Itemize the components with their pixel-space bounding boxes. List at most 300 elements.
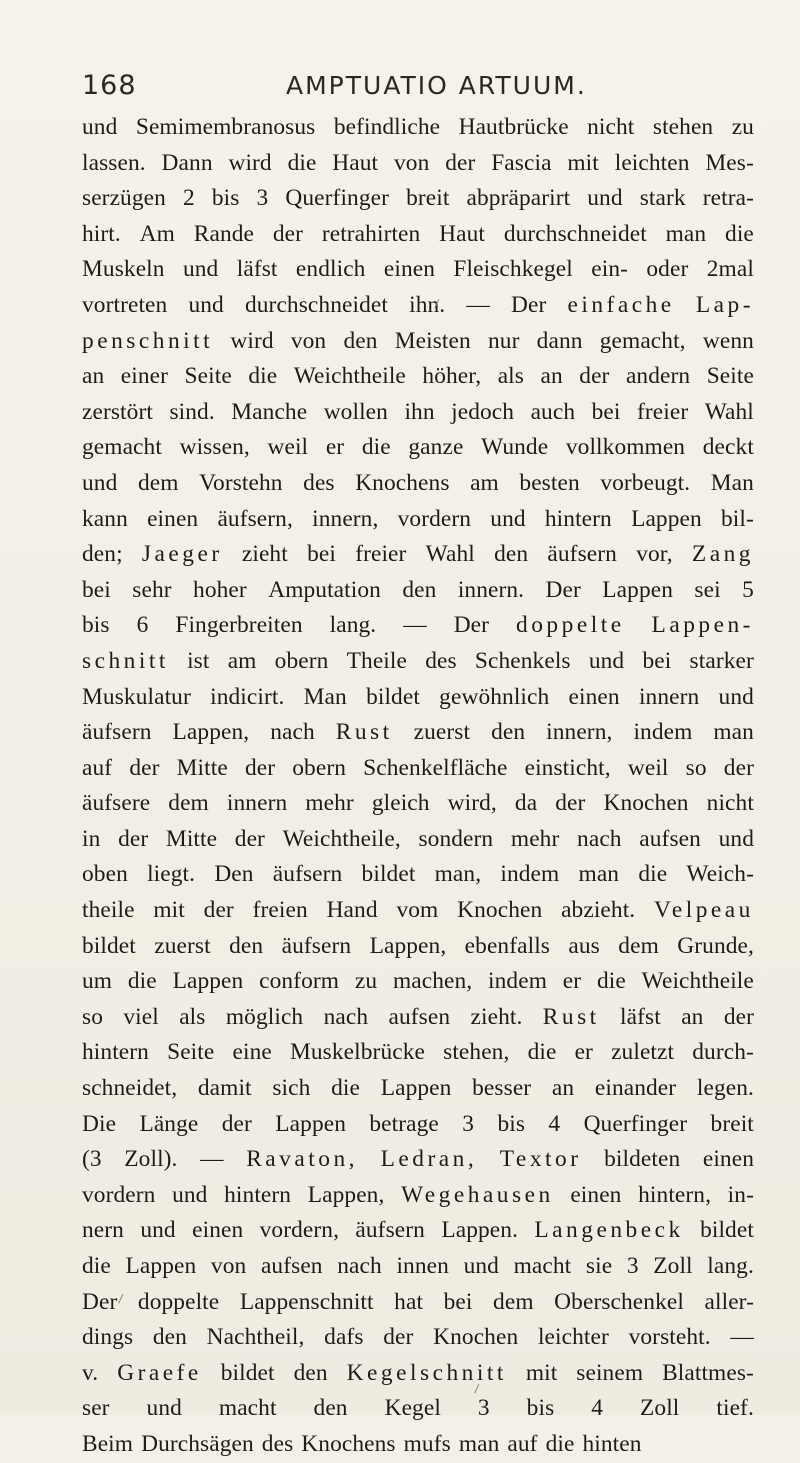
spaced-name: Lap- bbox=[695, 291, 754, 318]
word: macht bbox=[513, 1253, 572, 1279]
word: nach bbox=[270, 719, 315, 746]
word: der bbox=[579, 363, 610, 390]
word: in bbox=[82, 825, 101, 852]
word: machen, bbox=[392, 968, 473, 995]
text-line bbox=[82, 1213, 754, 1249]
spaced-name: Lappen- bbox=[651, 612, 754, 639]
word: vollkommen bbox=[565, 434, 686, 461]
word: mit bbox=[525, 1359, 558, 1386]
body-text bbox=[82, 110, 754, 1463]
word: bis bbox=[526, 1395, 555, 1422]
word: zu bbox=[354, 968, 378, 995]
word: jedoch bbox=[451, 398, 515, 425]
word: einander bbox=[594, 1075, 677, 1102]
word: Querfinger bbox=[583, 1110, 688, 1137]
text-line bbox=[82, 502, 754, 538]
word: 4 bbox=[548, 1110, 561, 1137]
word: einer bbox=[120, 363, 169, 390]
word: der bbox=[129, 754, 160, 781]
word: gewöhnlich bbox=[439, 683, 550, 710]
spaced-name: Rust bbox=[335, 719, 393, 746]
word: bildeten bbox=[604, 1146, 681, 1173]
word: seinem bbox=[576, 1359, 644, 1386]
spaced-name: Ledran, bbox=[380, 1146, 478, 1173]
text-line bbox=[82, 608, 754, 644]
word: Lappen. bbox=[441, 1217, 519, 1244]
text-line bbox=[82, 1142, 754, 1178]
word: innern, bbox=[546, 719, 613, 746]
word: breit bbox=[710, 1110, 754, 1137]
text-line bbox=[82, 893, 754, 929]
word: äufsern bbox=[272, 861, 343, 888]
spaced-name: Velpeau bbox=[654, 897, 754, 924]
word: die bbox=[638, 861, 668, 888]
word: Lappen, bbox=[172, 719, 250, 746]
word: — bbox=[403, 612, 427, 639]
word: lang. bbox=[329, 612, 377, 639]
word: — bbox=[730, 1324, 754, 1351]
word: die bbox=[361, 434, 391, 461]
word: Länge bbox=[139, 1110, 199, 1137]
word: freier bbox=[636, 398, 689, 425]
word: mit bbox=[153, 897, 185, 924]
word: obern bbox=[274, 647, 329, 674]
word: Knochen bbox=[603, 790, 689, 817]
word: dem bbox=[493, 1288, 534, 1315]
word: Fingerbreiten bbox=[175, 612, 303, 639]
word: befindliche bbox=[333, 114, 441, 140]
word: mufs bbox=[403, 1430, 451, 1457]
word: legen. bbox=[696, 1075, 754, 1102]
word: an bbox=[82, 363, 105, 390]
word: dem bbox=[168, 790, 209, 817]
word: besser bbox=[472, 1075, 532, 1102]
word: weil bbox=[627, 754, 669, 781]
word: indem bbox=[488, 968, 547, 995]
word: ganze bbox=[408, 434, 464, 461]
word: der bbox=[244, 754, 276, 781]
word: die bbox=[725, 220, 754, 247]
word: Lappen bbox=[275, 1110, 347, 1137]
word: Man bbox=[710, 469, 754, 496]
word: nach bbox=[323, 1003, 369, 1030]
word: einen bbox=[147, 505, 199, 532]
word: und bbox=[82, 114, 118, 140]
word: einen bbox=[570, 1181, 622, 1208]
word: Mes- bbox=[705, 149, 754, 176]
word: Hand bbox=[326, 897, 378, 924]
word: Wahl bbox=[704, 398, 754, 425]
word: dem bbox=[618, 932, 659, 959]
word: leichter bbox=[537, 1324, 609, 1351]
word: man bbox=[665, 220, 707, 247]
word: zerstört bbox=[82, 398, 153, 425]
word: Weich- bbox=[686, 861, 754, 888]
word: den bbox=[152, 1324, 187, 1351]
word: wenn bbox=[702, 327, 754, 354]
word: die bbox=[82, 1253, 111, 1279]
word: leichten bbox=[614, 149, 690, 176]
word: vorbeugt. bbox=[600, 469, 691, 496]
word: Vorstehn bbox=[199, 469, 283, 496]
word: serzügen bbox=[82, 185, 166, 212]
word: Wunde bbox=[481, 434, 549, 461]
word: wollen bbox=[323, 398, 388, 425]
word: Weichtheile bbox=[641, 968, 754, 995]
word: den bbox=[313, 1395, 348, 1422]
word: Muskulatur bbox=[82, 683, 191, 710]
word: Zoll bbox=[640, 1395, 680, 1422]
word: conform bbox=[259, 968, 340, 995]
word: indicirt. bbox=[210, 683, 285, 710]
word: und bbox=[140, 1217, 176, 1244]
word: so bbox=[685, 754, 707, 781]
word: abpräparirt bbox=[466, 185, 571, 212]
word: aufsen bbox=[639, 825, 701, 852]
word: läfst bbox=[236, 256, 278, 283]
word: stehen, bbox=[443, 1039, 510, 1066]
word: zuletzt bbox=[611, 1039, 675, 1066]
spaced-name: Wegehausen bbox=[401, 1181, 554, 1208]
word: Der bbox=[82, 1288, 118, 1315]
word: vordern bbox=[397, 505, 472, 532]
text-line bbox=[82, 1391, 754, 1427]
word: den bbox=[293, 1359, 328, 1386]
word: des bbox=[303, 469, 335, 496]
word: zieht bbox=[241, 541, 288, 568]
word: ein- bbox=[591, 256, 628, 283]
text-line bbox=[82, 537, 754, 573]
word: freier bbox=[355, 541, 407, 568]
text-line bbox=[82, 964, 754, 1000]
word: sie bbox=[585, 1253, 613, 1279]
word: aufsen bbox=[260, 1253, 323, 1279]
text-line bbox=[82, 822, 754, 858]
word: 3 bbox=[462, 1110, 475, 1137]
spaced-name: penschnitt bbox=[82, 327, 214, 354]
word: gleich bbox=[371, 790, 430, 817]
word: da bbox=[514, 790, 538, 817]
word: nach bbox=[337, 1253, 382, 1279]
word: 6 bbox=[136, 612, 149, 639]
page-header bbox=[82, 70, 722, 110]
text-line bbox=[82, 1178, 754, 1214]
word: ihn bbox=[404, 398, 435, 425]
word: — bbox=[200, 1146, 224, 1173]
word: den bbox=[229, 932, 264, 959]
word: oben bbox=[82, 861, 128, 888]
word: er bbox=[574, 1039, 593, 1066]
word: lang. bbox=[707, 1253, 754, 1279]
word: und bbox=[588, 647, 625, 674]
word: Oberschenkel bbox=[554, 1288, 684, 1315]
word: an bbox=[540, 363, 563, 390]
word: der bbox=[723, 1003, 754, 1030]
word: Knochens bbox=[355, 469, 450, 496]
word: Rande bbox=[193, 220, 255, 247]
word: weil bbox=[267, 434, 309, 461]
word: wissen, bbox=[179, 434, 250, 461]
word: die bbox=[127, 968, 157, 995]
word: stark bbox=[639, 185, 686, 212]
word: und bbox=[82, 469, 118, 496]
word: hintern bbox=[82, 1039, 149, 1066]
text-line bbox=[82, 395, 754, 431]
text-line bbox=[82, 680, 754, 716]
word: auf bbox=[507, 1430, 538, 1457]
word: ihn. bbox=[409, 291, 446, 318]
word: starker bbox=[689, 647, 754, 674]
word: kann bbox=[82, 505, 128, 532]
word: vorsteht. bbox=[628, 1324, 711, 1351]
word: liegt. bbox=[147, 861, 196, 888]
word: ebenfalls bbox=[464, 932, 550, 959]
word: sind. bbox=[169, 398, 215, 425]
text-line bbox=[82, 252, 754, 288]
word: bildet bbox=[220, 1359, 275, 1386]
word: bei bbox=[307, 541, 336, 568]
word: wird bbox=[228, 149, 272, 176]
word: Kegel bbox=[384, 1395, 441, 1422]
word: dafs bbox=[324, 1324, 364, 1351]
word: betrage bbox=[369, 1110, 439, 1137]
word: höher, bbox=[422, 363, 482, 390]
word: der bbox=[272, 220, 304, 247]
word: hinten bbox=[582, 1430, 642, 1457]
word: die bbox=[331, 1075, 361, 1102]
word: dings bbox=[82, 1324, 134, 1351]
word: der bbox=[118, 825, 149, 852]
word: der bbox=[555, 790, 586, 817]
word: innen bbox=[396, 1253, 449, 1279]
word: breit bbox=[406, 185, 450, 212]
word: ser bbox=[82, 1395, 110, 1422]
word: lassen. bbox=[82, 149, 146, 176]
word: Mitte bbox=[176, 754, 228, 781]
word: wird bbox=[230, 327, 274, 354]
word: um bbox=[82, 968, 113, 995]
word: er bbox=[562, 968, 582, 995]
word: des bbox=[425, 647, 457, 674]
word: nern bbox=[82, 1217, 124, 1244]
word: durch- bbox=[692, 1039, 754, 1066]
text-line bbox=[82, 359, 754, 395]
word: den bbox=[343, 327, 378, 354]
word: retrahirten bbox=[321, 220, 421, 247]
word: und bbox=[463, 1253, 499, 1279]
word: Grunde, bbox=[677, 932, 754, 959]
word: innern, bbox=[312, 505, 379, 532]
word: indem bbox=[500, 861, 560, 888]
page-number: 168 bbox=[82, 70, 137, 101]
word: Weichtheile, bbox=[282, 825, 401, 852]
word: der bbox=[723, 754, 754, 781]
word: 5 bbox=[742, 576, 754, 603]
word: vordern, bbox=[259, 1217, 340, 1244]
word: als bbox=[179, 1003, 206, 1030]
word: Der bbox=[453, 612, 490, 639]
spaced-name: Kegelschnitt bbox=[346, 1359, 507, 1386]
word: Muskelbrücke bbox=[289, 1039, 425, 1066]
word: von bbox=[290, 327, 327, 354]
word: die bbox=[596, 968, 626, 995]
word: obern bbox=[292, 754, 347, 781]
word: vordern bbox=[82, 1181, 156, 1208]
word: man bbox=[458, 1430, 500, 1457]
spaced-name: Jaeger bbox=[141, 541, 223, 568]
word: zu bbox=[731, 114, 754, 140]
word: Weichtheile bbox=[293, 363, 406, 390]
word: auch bbox=[530, 398, 576, 425]
text-line bbox=[82, 715, 754, 751]
word: sondern bbox=[418, 825, 494, 852]
word: von bbox=[393, 149, 430, 176]
word: bei bbox=[443, 1288, 473, 1315]
word: möglich bbox=[225, 1003, 304, 1030]
text-line bbox=[82, 217, 754, 253]
text-line bbox=[82, 430, 754, 466]
word: 3 bbox=[477, 1395, 490, 1422]
word: man bbox=[578, 861, 620, 888]
word: der bbox=[445, 149, 476, 176]
word: Seite bbox=[184, 363, 232, 390]
word: als bbox=[497, 363, 524, 390]
spaced-name: Ravaton, bbox=[246, 1146, 358, 1173]
text-line bbox=[82, 146, 754, 182]
word: damit bbox=[197, 1075, 252, 1102]
word: und bbox=[182, 256, 219, 283]
text-line bbox=[82, 929, 754, 965]
word: hintern, bbox=[638, 1181, 712, 1208]
word: die bbox=[287, 149, 317, 176]
word: dann bbox=[536, 327, 583, 354]
word: vor, bbox=[636, 541, 673, 568]
word: Muskeln bbox=[82, 256, 165, 283]
word: Manche bbox=[231, 398, 308, 425]
word: und bbox=[188, 291, 224, 318]
word: von bbox=[210, 1253, 247, 1279]
word: 2 bbox=[183, 185, 195, 212]
word: hirt. bbox=[82, 220, 121, 247]
word: bildet bbox=[366, 683, 420, 710]
text-line bbox=[82, 288, 754, 324]
word: Theile bbox=[346, 647, 407, 674]
word: stehen bbox=[652, 114, 714, 140]
word: bis bbox=[497, 1110, 526, 1137]
word: auf bbox=[82, 754, 113, 781]
word: deckt bbox=[702, 434, 754, 461]
word: der bbox=[203, 897, 234, 924]
word: Zoll). bbox=[124, 1146, 178, 1173]
word: Mitte bbox=[165, 825, 218, 852]
word: und bbox=[587, 185, 623, 212]
word: äufsere bbox=[82, 790, 151, 817]
word: und bbox=[490, 505, 526, 532]
spaced-name: Zang bbox=[691, 541, 754, 568]
word: Fleischkegel bbox=[453, 256, 573, 283]
word: theile bbox=[82, 897, 135, 924]
word: einsticht, bbox=[524, 754, 611, 781]
word: Lappen bbox=[602, 576, 674, 603]
word: den bbox=[494, 541, 529, 568]
word: äufsern bbox=[355, 1217, 425, 1244]
word: hintern bbox=[224, 1181, 292, 1208]
word: (3 bbox=[82, 1146, 102, 1173]
word: Fascia bbox=[491, 149, 552, 176]
word: hat bbox=[394, 1288, 424, 1315]
word: Lappen, bbox=[369, 932, 447, 959]
word: Man bbox=[303, 683, 347, 710]
word: sei bbox=[694, 576, 721, 603]
word: der bbox=[221, 1110, 252, 1137]
word: Die bbox=[82, 1110, 117, 1137]
word: v. bbox=[82, 1359, 99, 1386]
word: einen bbox=[568, 683, 620, 710]
text-line bbox=[82, 1107, 754, 1143]
text-line bbox=[82, 1071, 754, 1107]
word: Haut bbox=[332, 149, 379, 176]
word: durchschneidet bbox=[244, 291, 388, 318]
text-line bbox=[82, 1427, 754, 1463]
word: gemacht, bbox=[599, 327, 686, 354]
word: wird, bbox=[447, 790, 497, 817]
word: und bbox=[718, 825, 754, 852]
word: innern bbox=[638, 683, 700, 710]
word: schneidet, bbox=[82, 1075, 178, 1102]
word: Durchsägen bbox=[141, 1430, 254, 1457]
word: Querfinger bbox=[285, 185, 389, 212]
word: zuerst bbox=[154, 932, 211, 959]
word: in- bbox=[727, 1181, 754, 1208]
word: man, bbox=[434, 861, 482, 888]
word: oder bbox=[646, 256, 689, 283]
text-line bbox=[82, 1000, 754, 1036]
word: hoher bbox=[193, 576, 247, 603]
word: bei bbox=[591, 398, 621, 425]
word: äufsern bbox=[547, 541, 617, 568]
word: Seite bbox=[167, 1039, 215, 1066]
word: Dann bbox=[161, 149, 213, 176]
text-line bbox=[82, 1320, 754, 1356]
word: ist bbox=[187, 647, 210, 674]
word: Knochens bbox=[301, 1430, 396, 1457]
word: bil- bbox=[721, 505, 754, 532]
word: bildet bbox=[361, 861, 416, 888]
word: einen bbox=[192, 1217, 244, 1244]
word: Hautbrücke bbox=[458, 114, 569, 140]
word: den bbox=[491, 719, 526, 746]
word: sehr bbox=[132, 576, 172, 603]
word: andern bbox=[625, 363, 691, 390]
word: Der bbox=[545, 576, 581, 603]
text-line bbox=[82, 466, 754, 502]
word: Den bbox=[214, 861, 254, 888]
word: vortreten bbox=[82, 291, 168, 318]
word: eine bbox=[232, 1039, 272, 1066]
word: aufsen bbox=[388, 1003, 451, 1030]
word: am bbox=[227, 647, 257, 674]
text-line bbox=[82, 1249, 754, 1285]
text-line bbox=[82, 751, 754, 787]
word: einen bbox=[702, 1146, 754, 1173]
word: Lappen bbox=[380, 1075, 452, 1102]
word: Zoll bbox=[653, 1253, 693, 1279]
word: und bbox=[146, 1395, 182, 1422]
text-line bbox=[82, 857, 754, 893]
word: durchschneidet bbox=[503, 220, 647, 247]
word: tief. bbox=[716, 1395, 754, 1422]
word: — bbox=[466, 291, 490, 318]
